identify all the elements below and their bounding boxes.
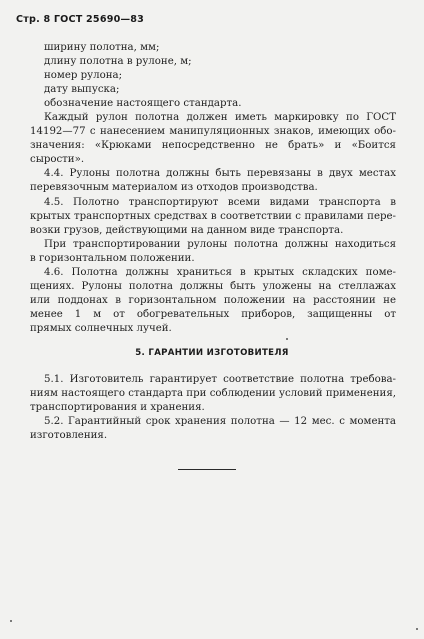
text-line: 4.6. Полотна должны храниться в крытых складских поме-	[44, 267, 396, 278]
scan-speck	[10, 620, 12, 622]
text-line: 4.4. Рулоны полотна должны быть перевязаны в двух местах	[44, 168, 396, 179]
text-line: изготовления.	[30, 430, 108, 441]
text-line: значения: «Крюками непосредственно не брать» и «Боится	[30, 140, 396, 151]
text-line: возки грузов, действующими на данном виде транспорта.	[30, 225, 344, 236]
text-line: менее 1 м от обогревательных приборов, защищенны от	[30, 309, 396, 320]
text-line: или поддонах в горизонтальном положении на расстоянии не	[30, 295, 396, 306]
text-line: ниям настоящего стандарта при соблюдении условий применения,	[30, 388, 396, 399]
section-title: 5. ГАРАНТИИ ИЗГОТОВИТЕЛЯ	[135, 348, 289, 358]
text-line: 5.1. Изготовитель гарантирует соответствие полотна требова-	[44, 374, 396, 385]
text-line: 5.2. Гарантийный срок хранения полотна — 12 мес. с момента	[44, 416, 396, 427]
text-line: транспортирования и хранения.	[30, 402, 205, 413]
text-line: сырости».	[30, 154, 85, 165]
text-line: длину полотна в рулоне, м;	[44, 56, 192, 67]
scan-speck	[416, 628, 418, 630]
text-line: дату выпуска;	[44, 84, 120, 95]
text-line: прямых солнечных лучей.	[30, 323, 172, 334]
text-line: 14192—77 с нанесением манипуляционных знаков, имеющих обо-	[30, 126, 396, 137]
text-line: крытых транспортных средствах в соответствии с правилами пере-	[30, 211, 396, 222]
end-rule	[178, 469, 236, 470]
scan-speck	[286, 338, 288, 340]
text-line: ширину полотна, мм;	[44, 42, 160, 53]
text-line: в горизонтальном положении.	[30, 253, 195, 264]
text-line: Каждый рулон полотна должен иметь маркировку по ГОСТ	[44, 112, 396, 123]
text-line: При транспортировании рулоны полотна должны находиться	[44, 239, 396, 250]
page-header: Стр. 8 ГОСТ 25690—83	[16, 14, 144, 25]
text-line: 4.5. Полотно транспортируют всеми видами транспорта в	[44, 197, 396, 208]
text-line: щениях. Рулоны полотна должны быть уложены на стеллажах	[30, 281, 396, 292]
text-line: обозначение настоящего стандарта.	[44, 98, 242, 109]
text-line: номер рулона;	[44, 70, 123, 81]
text-line: перевязочным материалом из отходов производства.	[30, 182, 318, 193]
